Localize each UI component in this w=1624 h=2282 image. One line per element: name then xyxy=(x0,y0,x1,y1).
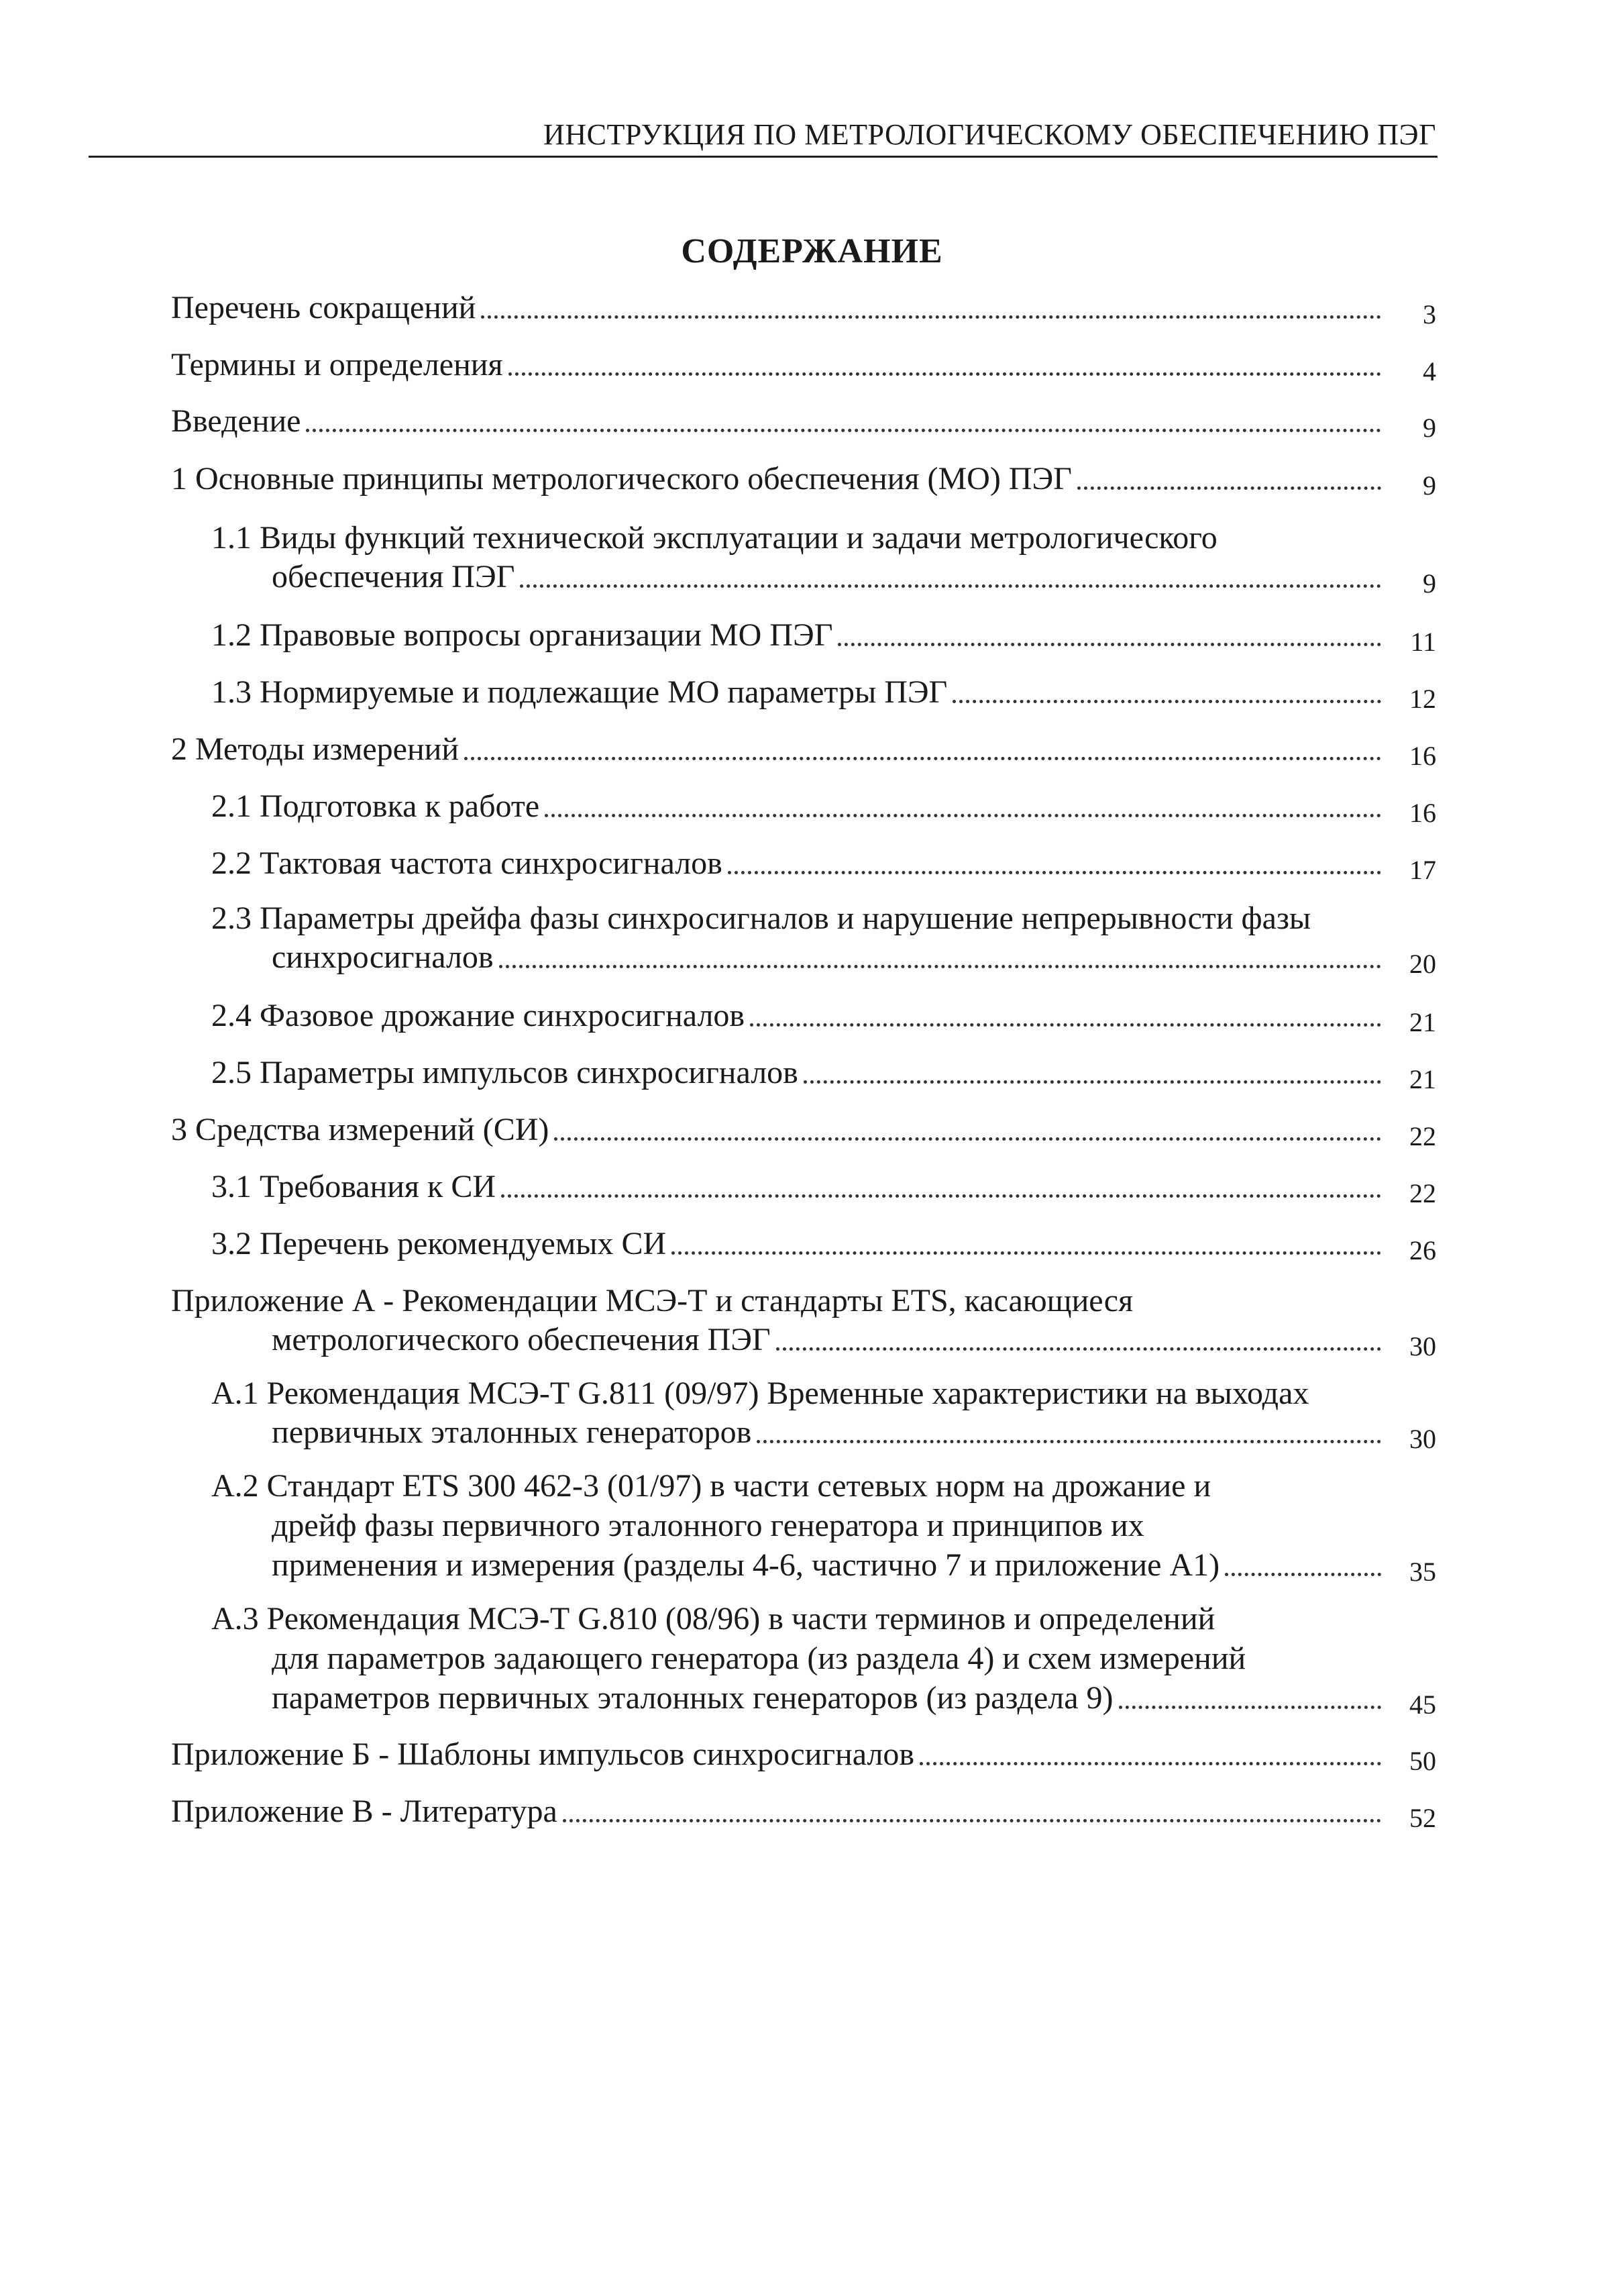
toc-entry xyxy=(211,1596,1423,1639)
toc-leader xyxy=(1119,1706,1381,1709)
toc-entry-text: метрологического обеспечения ПЭГ xyxy=(272,1322,771,1357)
toc-leader xyxy=(1077,486,1381,490)
toc-entry xyxy=(211,1371,1423,1414)
toc-entry xyxy=(211,896,1423,939)
toc-page-number: 9 xyxy=(1423,470,1436,501)
toc-entry-text: синхросигналов xyxy=(272,939,494,975)
toc-leader xyxy=(464,757,1381,760)
toc-page-number: 16 xyxy=(1409,741,1436,771)
toc-leader xyxy=(306,429,1381,432)
toc-leader xyxy=(757,1440,1381,1443)
toc-leader xyxy=(545,814,1381,817)
toc-entry-text: Приложение В - Литература xyxy=(171,1794,557,1829)
toc-entry xyxy=(171,1278,1423,1321)
toc-entry-text: 2.4 Фазовое дрожание синхросигналов xyxy=(211,998,745,1033)
toc-entry-text: Приложение Б - Шаблоны импульсов синхросигналов xyxy=(171,1736,915,1772)
toc-leader xyxy=(554,1137,1381,1141)
toc-leader xyxy=(776,1347,1381,1351)
toc-page-number: 22 xyxy=(1409,1178,1436,1208)
toc-entry xyxy=(211,1463,1423,1506)
toc-entry-text: 2 Методы измерений xyxy=(171,731,459,767)
toc-page-number: 50 xyxy=(1409,1746,1436,1776)
toc-entry-text: Перечень сокращений xyxy=(171,290,476,325)
toc-page-number: 11 xyxy=(1410,627,1436,657)
toc-leader xyxy=(563,1819,1381,1822)
toc-leader xyxy=(1225,1573,1381,1576)
toc-entry xyxy=(171,727,1436,770)
toc-entry xyxy=(171,342,1436,385)
toc-entry-text: А.3 Рекомендация МСЭ-Т G.810 (08/96) в части терминов и определений xyxy=(211,1601,1215,1637)
toc-entry-text: 1.2 Правовые вопросы организации МО ПЭГ xyxy=(211,617,833,653)
toc-page-number: 17 xyxy=(1409,855,1436,885)
toc-entry xyxy=(171,1789,1436,1832)
toc-entry-continuation xyxy=(272,1503,1423,1546)
toc-entry-text: применения и измерения (разделы 4-6, частично 7 и приложение А1) xyxy=(272,1547,1220,1583)
toc-entry-text: А.1 Рекомендация МСЭ-Т G.811 (09/97) Временные характеристики на выходах xyxy=(211,1376,1309,1411)
toc-page-number: 9 xyxy=(1423,413,1436,443)
toc-leader xyxy=(501,1194,1381,1198)
toc-leader xyxy=(728,871,1381,874)
toc-page-number: 26 xyxy=(1409,1235,1436,1265)
toc-entry-continuation xyxy=(272,1317,1436,1360)
toc-entry-text: 1.3 Нормируемые и подлежащие МО параметры ПЭГ xyxy=(211,674,948,710)
toc-entry xyxy=(211,841,1436,884)
toc-entry-text: для параметров задающего генератора (из раздела 4) и схем измерений xyxy=(272,1641,1246,1676)
toc-entry xyxy=(211,993,1436,1036)
toc-entry-text: 2.3 Параметры дрейфа фазы синхросигналов и нарушение непрерывности фазы xyxy=(211,900,1311,936)
toc-entry-continuation xyxy=(272,1636,1423,1679)
toc-page-number: 4 xyxy=(1423,356,1436,386)
toc-entry xyxy=(171,456,1436,499)
toc-page-number: 12 xyxy=(1409,684,1436,714)
toc-entry-text: 3 Средства измерений (СИ) xyxy=(171,1112,549,1147)
toc-page-number: 9 xyxy=(1423,568,1436,599)
toc-title: СОДЕРЖАНИЕ xyxy=(681,232,943,270)
toc-page-number: 21 xyxy=(1409,1007,1436,1037)
running-header: ИНСТРУКЦИЯ ПО МЕТРОЛОГИЧЕСКОМУ ОБЕСПЕЧЕНИЮ ПЭГ xyxy=(543,118,1436,151)
toc-entry-text: А.2 Стандарт ETS 300 462-3 (01/97) в части сетевых норм на дрожание и xyxy=(211,1468,1211,1504)
toc-entry-text: 1 Основные принципы метрологического обеспечения (МО) ПЭГ xyxy=(171,461,1072,497)
toc-entry-continuation xyxy=(272,554,1436,597)
toc-entry xyxy=(211,784,1436,827)
toc-entry-continuation xyxy=(272,1410,1436,1453)
toc-page-number: 3 xyxy=(1423,299,1436,329)
toc-entry-continuation xyxy=(272,935,1436,978)
toc-entry-text: обеспечения ПЭГ xyxy=(272,559,515,594)
toc-entry xyxy=(171,285,1436,328)
toc-leader xyxy=(499,965,1381,968)
toc-entry xyxy=(171,1107,1436,1150)
toc-entry-text: 2.2 Тактовая частота синхросигналов xyxy=(211,845,722,881)
toc-leader xyxy=(671,1251,1381,1255)
toc-leader xyxy=(838,643,1381,646)
toc-page-number: 21 xyxy=(1409,1064,1436,1094)
toc-entry-text: 3.2 Перечень рекомендуемых СИ xyxy=(211,1226,667,1261)
toc-page-number: 30 xyxy=(1409,1424,1436,1454)
toc-entry-text: 2.5 Параметры импульсов синхросигналов xyxy=(211,1055,798,1090)
toc-leader xyxy=(508,372,1381,376)
toc-page-number: 20 xyxy=(1409,949,1436,979)
toc-leader xyxy=(953,700,1381,703)
toc-page-number: 30 xyxy=(1409,1331,1436,1361)
toc-leader xyxy=(520,584,1381,588)
toc-entry xyxy=(211,515,1423,558)
toc-entry xyxy=(211,613,1436,656)
toc-page-number: 35 xyxy=(1409,1557,1436,1587)
toc-entry-text: параметров первичных эталонных генераторов (из раздела 9) xyxy=(272,1680,1114,1716)
toc-entry-text: Приложение А - Рекомендации МСЭ-Т и стандарты ETS, касающиеся xyxy=(171,1283,1134,1318)
toc-entry xyxy=(211,1164,1436,1207)
toc-entry-text: первичных эталонных генераторов xyxy=(272,1414,752,1450)
toc-entry-text: 3.1 Требования к СИ xyxy=(211,1169,496,1204)
toc-entry-text: 1.1 Виды функций технической эксплуатации и задачи метрологического xyxy=(211,520,1217,556)
toc-leader xyxy=(804,1080,1381,1084)
toc-page-number: 22 xyxy=(1409,1121,1436,1151)
toc-page-number: 16 xyxy=(1409,798,1436,828)
toc-entry xyxy=(171,399,1436,442)
toc-entry-text: дрейф фазы первичного эталонного генератора и принципов их xyxy=(272,1508,1144,1543)
toc-entry-continuation xyxy=(272,1543,1436,1586)
toc-page-number: 52 xyxy=(1409,1803,1436,1833)
toc-entry xyxy=(211,670,1436,713)
toc-leader xyxy=(920,1762,1381,1765)
toc-entry xyxy=(171,1732,1436,1775)
header-rule xyxy=(89,156,1438,158)
toc-leader xyxy=(750,1023,1381,1027)
toc-entry-continuation xyxy=(272,1675,1436,1718)
toc-entry-text: Введение xyxy=(171,403,301,439)
toc-entry-text: 2.1 Подготовка к работе xyxy=(211,788,540,824)
toc-leader xyxy=(481,315,1381,319)
toc-entry-text: Термины и определения xyxy=(171,347,503,382)
toc-entry xyxy=(211,1221,1436,1264)
toc-page-number: 45 xyxy=(1409,1690,1436,1720)
toc-entry xyxy=(211,1050,1436,1093)
